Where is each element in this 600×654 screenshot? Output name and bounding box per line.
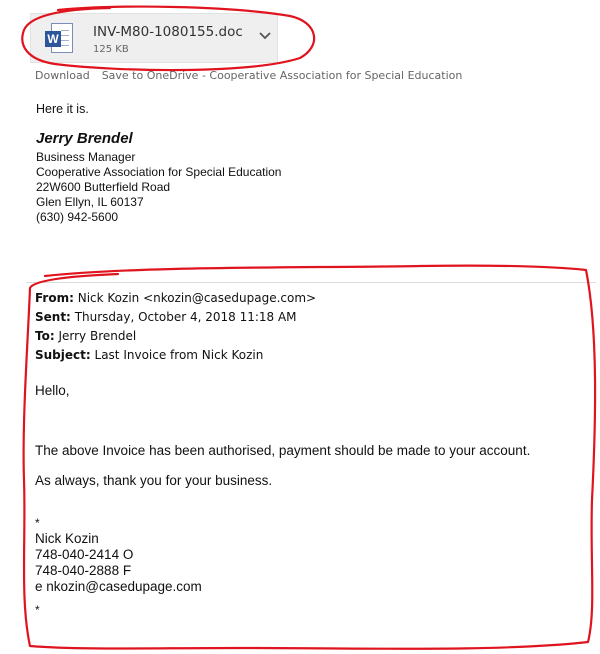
from-value: Nick Kozin <nkozin@casedupage.com> <box>77 291 317 305</box>
separator-star: * <box>35 516 40 530</box>
signature-line: 22W600 Butterfield Road <box>36 180 171 194</box>
download-link[interactable]: Download <box>35 69 90 82</box>
save-to-onedrive-link[interactable]: Save to OneDrive - Cooperative Association for Special Education <box>101 69 463 82</box>
to-row: To: Jerry Brendel <box>35 329 137 343</box>
contact-line: Nick Kozin <box>35 531 99 546</box>
attachment-actions <box>35 69 462 82</box>
sent-value: Thursday, October 4, 2018 11:18 AM <box>74 310 297 324</box>
forwarded-greeting: Hello, <box>35 383 70 398</box>
attachment-file-size: 125 KB <box>93 44 129 55</box>
signature-line: Business Manager <box>36 150 136 164</box>
from-row: From: Nick Kozin <nkozin@casedupage.com> <box>35 291 317 305</box>
contact-line: 748-040-2888 F <box>35 563 132 578</box>
message-greeting: Here it is. <box>36 102 89 116</box>
signature-line: Glen Ellyn, IL 60137 <box>36 195 144 209</box>
contact-line: 748-040-2414 O <box>35 547 134 562</box>
contact-block <box>35 531 202 595</box>
contact-line: e nkozin@casedupage.com <box>35 579 202 594</box>
forwarded-paragraph: As always, thank you for your business. <box>35 473 273 488</box>
sent-row: Sent: Thursday, October 4, 2018 11:18 AM <box>35 310 297 324</box>
word-document-icon: W <box>45 23 75 55</box>
attachment-file-name: INV-M80-1080155.doc <box>93 24 243 40</box>
separator-star: * <box>35 603 40 617</box>
signature-name: Jerry Brendel <box>36 130 133 147</box>
signature-block <box>36 150 281 225</box>
message-divider <box>26 282 596 283</box>
signature-line: Cooperative Association for Special Education <box>36 165 282 179</box>
subject-row: Subject: Last Invoice from Nick Kozin <box>35 348 264 362</box>
attachment-card[interactable] <box>30 13 278 63</box>
forwarded-header <box>35 289 316 365</box>
chevron-down-icon[interactable] <box>258 31 272 41</box>
to-value: Jerry Brendel <box>58 329 137 343</box>
forwarded-paragraph: The above Invoice has been authorised, payment should be made to your account. <box>35 443 531 458</box>
subject-value: Last Invoice from Nick Kozin <box>94 348 264 362</box>
signature-line: (630) 942-5600 <box>36 210 119 224</box>
